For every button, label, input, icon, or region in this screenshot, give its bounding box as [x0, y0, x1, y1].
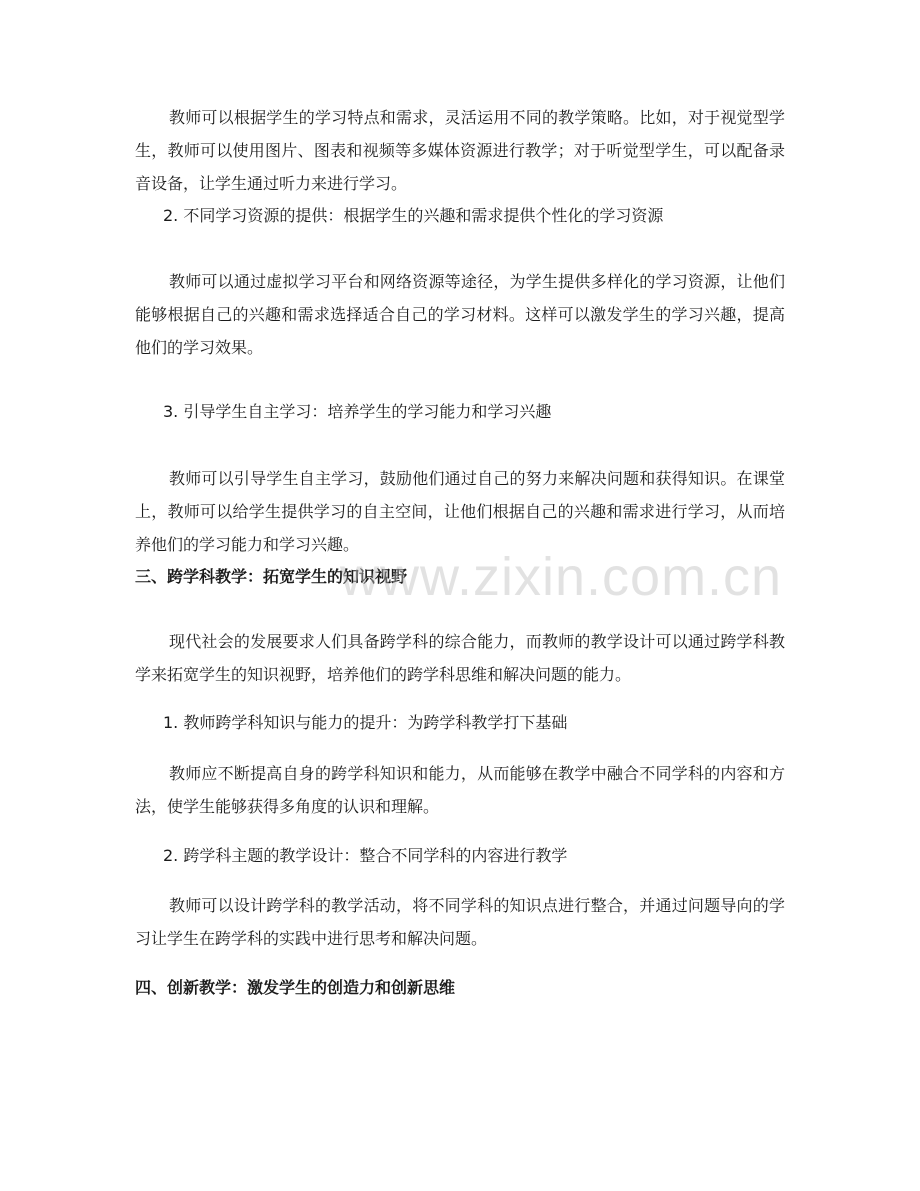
subheading-thematic-design: 2. 跨学科主题的教学设计：整合不同学科的内容进行教学 [163, 846, 568, 865]
section-title-interdisciplinary: 三、跨学科教学：拓宽学生的知识视野 [135, 567, 408, 586]
subheading-teacher-competence: 1. 教师跨学科知识与能力的提升：为跨学科教学打下基础 [163, 713, 568, 732]
subheading-learning-resources: 2. 不同学习资源的提供：根据学生的兴趣和需求提供个性化的学习资源 [163, 206, 664, 225]
paragraph-thematic-design: 教师可以设计跨学科的教学活动，将不同学科的知识点进行整合，并通过问题导向的学习让学生在跨学科的实践中进行思考和解决问题。 [135, 896, 785, 948]
paragraph-self-directed-learning: 教师可以引导学生自主学习，鼓励他们通过自己的努力来解决问题和获得知识。在课堂上，教师可以给学生提供学习的自主空间，让他们根据自己的兴趣和需求进行学习，从而培养他们的学习能力和学习兴趣。 [135, 469, 785, 554]
paragraph-teacher-competence: 教师应不断提高自身的跨学科知识和能力，从而能够在教学中融合不同学科的内容和方法，使学生能够获得多角度的认识和理解。 [135, 764, 785, 816]
subheading-self-directed-learning: 3. 引导学生自主学习：培养学生的学习能力和学习兴趣 [163, 402, 552, 421]
paragraph-interdisciplinary-intro: 现代社会的发展要求人们具备跨学科的综合能力，而教师的教学设计可以通过跨学科教学来拓宽学生的知识视野，培养他们的跨学科思维和解决问题的能力。 [135, 632, 785, 684]
watermark-logo: www.zixin.com.cn [340, 547, 783, 607]
paragraph-learning-resources: 教师可以通过虚拟学习平台和网络资源等途径，为学生提供多样化的学习资源，让他们能够根据自己的兴趣和需求选择适合自己的学习材料。这样可以激发学生的学习兴趣，提高他们的学习效果。 [135, 272, 785, 357]
section-title-innovative-teaching: 四、创新教学：激发学生的创造力和创新思维 [135, 978, 456, 997]
paragraph-learning-strategies: 教师可以根据学生的学习特点和需求，灵活运用不同的教学策略。比如，对于视觉型学生，教师可以使用图片、图表和视频等多媒体资源进行教学；对于听觉型学生，可以配备录音设备，让学生通过听力来进行学习。 [135, 108, 785, 193]
